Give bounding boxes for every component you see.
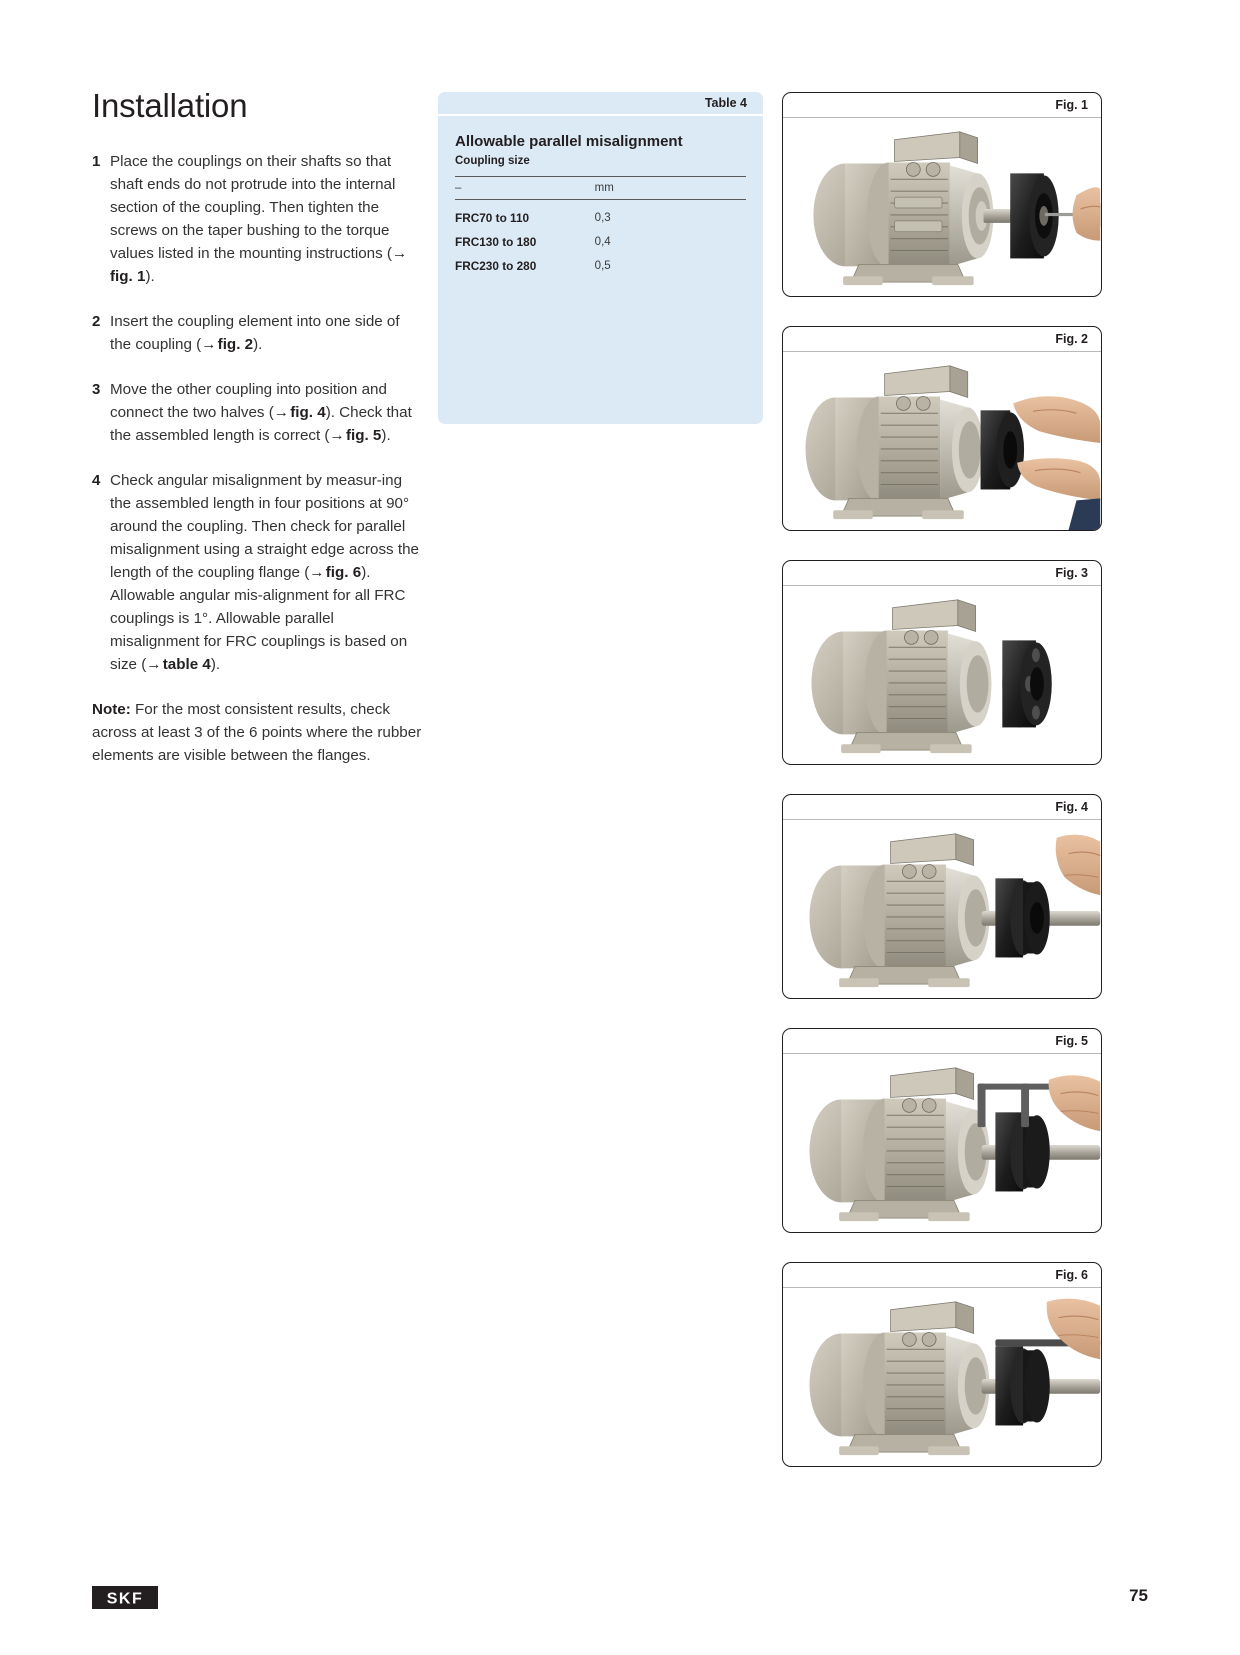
table-subtitle: Coupling size — [455, 155, 530, 167]
instruction-step — [92, 310, 422, 356]
motor-photo — [783, 820, 1101, 998]
step-text: Insert the coupling element into one side of the coupling (→ fig. 2). — [110, 313, 400, 354]
figure-box — [782, 1262, 1102, 1467]
figure-box — [782, 92, 1102, 297]
page-title: Installation — [92, 87, 248, 124]
table-title: Allowable parallel misalignment — [455, 133, 683, 150]
step-number: 1 — [92, 153, 101, 171]
step-number: 4 — [92, 472, 101, 490]
instruction-step — [92, 378, 422, 447]
cell-coupling-size: FRC70 to 110 — [455, 211, 530, 225]
figure-image-3 — [783, 586, 1101, 764]
step-text: Place the couplings on their shafts so that shaft ends do not protrude into the internal section of the coupling. Then tighten the screws on the taper bushing to the torque values listed in the mounting instructions (→ fig. 1). — [110, 153, 409, 286]
cell-misalignment-mm: 0,5 — [594, 260, 611, 272]
table-header-row — [455, 177, 746, 200]
svg-text:SKF: SKF — [106, 1590, 144, 1608]
figure-box — [782, 326, 1102, 531]
step-number: 3 — [92, 381, 101, 399]
instruction-step — [92, 150, 422, 288]
instructions-column — [92, 88, 422, 767]
figure-caption: Fig. 4 — [783, 795, 1101, 820]
figure-box — [782, 794, 1102, 999]
step-text: Move the other coupling into position and connect the two halves (→ fig. 4). Check that the assembled length is correct (→ fig. 5). — [110, 381, 412, 445]
cell-coupling-size: FRC230 to 280 — [455, 259, 537, 273]
cell-misalignment-mm: 0,4 — [594, 236, 611, 248]
motor-photo — [783, 118, 1101, 296]
skf-logo — [92, 1586, 158, 1609]
figure-image-6 — [783, 1288, 1101, 1466]
figure-box — [782, 1028, 1102, 1233]
table-row — [455, 200, 746, 231]
figure-box — [782, 560, 1102, 765]
column-header-unit: mm — [594, 182, 614, 194]
table-label: Table 4 — [438, 92, 763, 116]
figure-image-5 — [783, 1054, 1101, 1232]
column-header-size: – — [455, 182, 462, 194]
table-panel — [438, 92, 763, 424]
note-paragraph: Note: For the most consistent results, check across at least 3 of the 6 points where the rubber elements are visible between the flanges. — [92, 701, 422, 765]
figure-image-2 — [783, 352, 1101, 530]
figure-image-4 — [783, 820, 1101, 998]
motor-photo — [783, 1054, 1101, 1232]
figure-caption: Fig. 2 — [783, 327, 1101, 352]
table-row — [455, 254, 746, 278]
figure-caption: Fig. 3 — [783, 561, 1101, 586]
figure-image-1 — [783, 118, 1101, 296]
figure-caption: Fig. 5 — [783, 1029, 1101, 1054]
misalignment-table — [455, 176, 746, 278]
figure-caption: Fig. 6 — [783, 1263, 1101, 1288]
motor-photo — [783, 352, 1101, 530]
instruction-step — [92, 469, 422, 676]
figure-column — [782, 92, 1102, 1496]
cell-coupling-size: FRC130 to 180 — [455, 235, 537, 249]
figure-caption: Fig. 1 — [783, 93, 1101, 118]
cell-misalignment-mm: 0,3 — [594, 212, 611, 224]
motor-photo — [783, 1288, 1101, 1466]
step-number: 2 — [92, 313, 101, 331]
table-row — [455, 230, 746, 254]
step-text: Check angular misalignment by measur‑ing the assembled length in four positions at 90° around the coupling. Then check for parallel misalignment using a straight edge across the length of the coupling flange (→ fig. 6). Allowable angular mis‑alignment for all FRC couplings is 1°. Allowable parallel misalignment for FRC couplings is based on size (→ table 4). — [110, 472, 419, 674]
page-number: 75 — [1129, 1586, 1148, 1605]
motor-photo — [783, 586, 1101, 764]
